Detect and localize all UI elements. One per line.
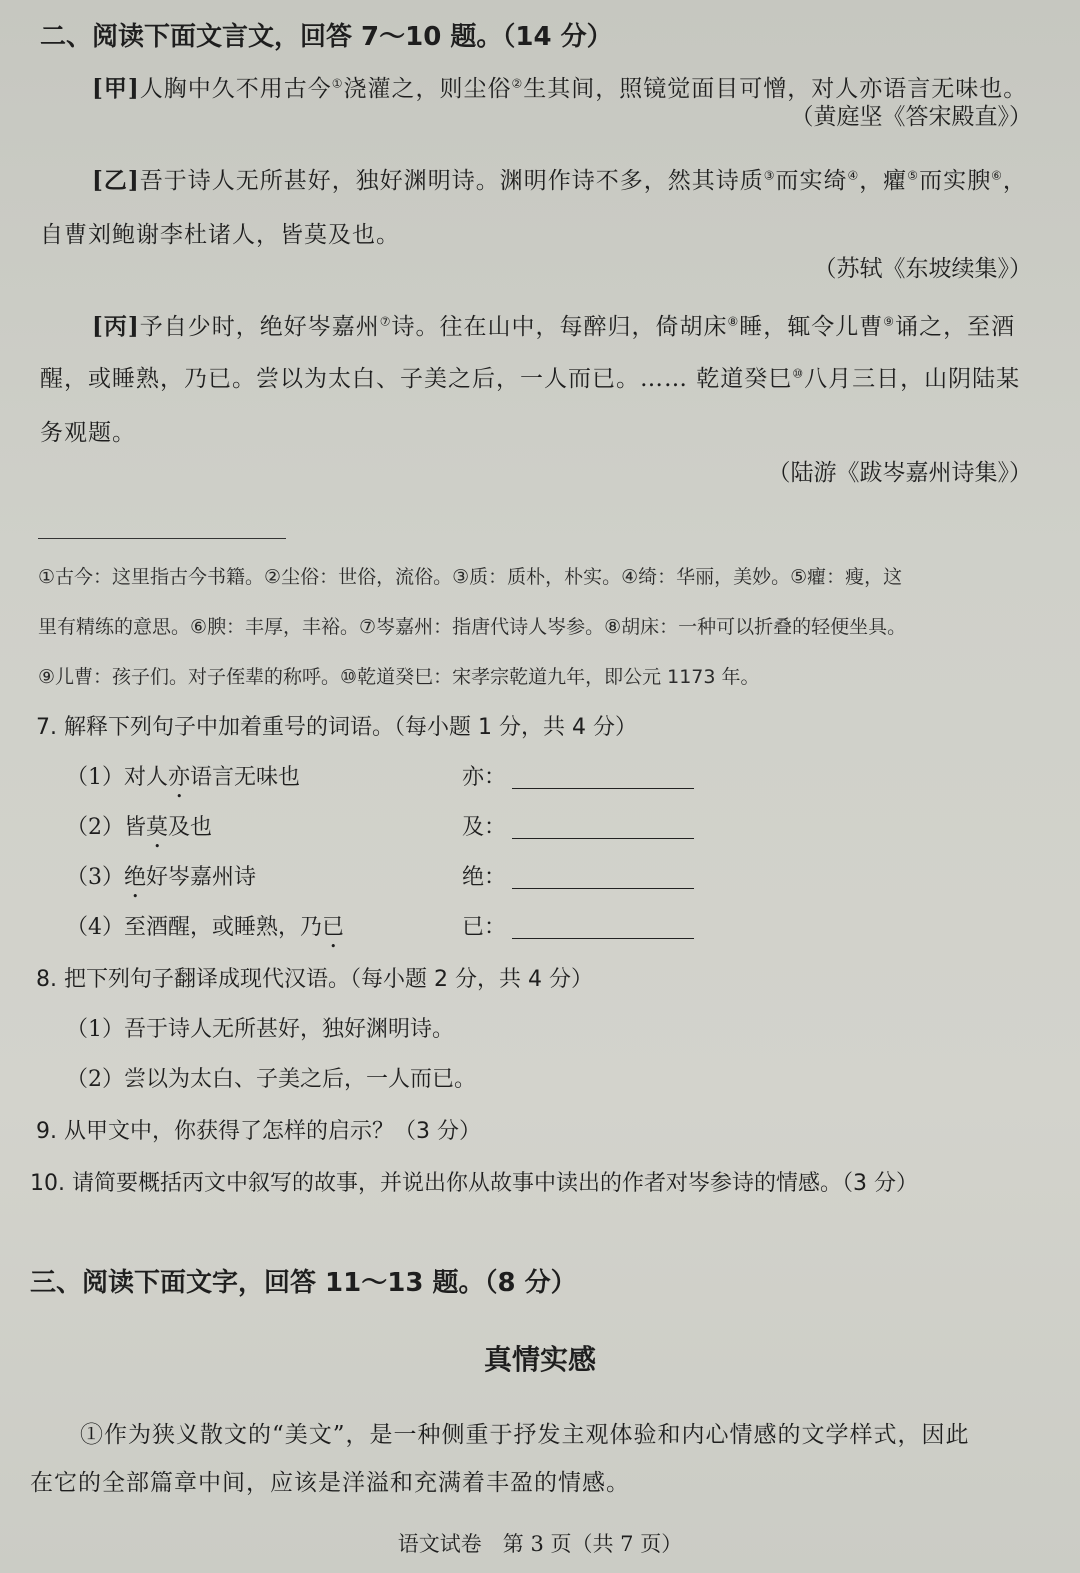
- passage-yi-line2: 自曹刘鲍谢李杜诸人，皆莫及也。: [40, 222, 400, 248]
- q8-item-2: （2）尝以为太白、子美之后，一人而已。: [66, 1067, 476, 1092]
- jia-text-c: 生其间，照镜觉面目可憎，对人亦语言无味也。: [523, 76, 1028, 102]
- passage-yi-source: （苏轼《东坡续集》）: [813, 256, 1032, 282]
- footnote-ref-5: ⑤: [907, 168, 920, 183]
- footnote-ref-9: ⑨: [883, 314, 896, 329]
- passage-yi-line1: [92, 162, 1027, 195]
- q7-item-1-label: 亦：: [462, 765, 507, 790]
- q7-item-1: [66, 760, 300, 803]
- bing-text-b: 诗。往在山中，每醉归，倚胡床: [391, 314, 728, 340]
- q7-item-3: [66, 860, 256, 903]
- passage-bing-source: （陆游《跋岑嘉州诗集》）: [767, 460, 1032, 486]
- q7-item-2-number: （2）: [66, 815, 124, 840]
- footnote-ref-1: ①: [331, 76, 344, 91]
- bing-line2-a: 醒，或睡熟，乃已。尝以为太白、子美之后，一人而已。…… 乾道癸巳: [40, 366, 793, 392]
- article-paragraph-1-line1: ①作为狭义散文的“美文”，是一种侧重于抒发主观体验和内心情感的文学样式，因此: [80, 1422, 970, 1448]
- bing-line2-b: 八月三日，山阴陆某: [804, 366, 1021, 392]
- jia-text-a: 人胸中久不用古今: [139, 76, 332, 102]
- article-title: 真情实感: [483, 1343, 596, 1376]
- section2-heading: 二、阅读下面文言文，回答 7～10 题。（14 分）: [40, 22, 613, 52]
- q7-item-3-post: 好岑嘉州诗: [146, 865, 257, 890]
- passage-bing-line3: 务观题。: [40, 420, 136, 446]
- footnote-ref-7: ⑦: [379, 314, 392, 329]
- page-footer: 语文试卷 第 3 页（共 7 页）: [397, 1532, 683, 1556]
- passage-yi-tag: [乙]: [92, 167, 140, 194]
- q7-item-3-key: 绝: [124, 865, 147, 890]
- question-8-stem: 8. 把下列句子翻译成现代汉语。（每小题 2 分，共 4 分）: [36, 967, 593, 992]
- q7-answer-blank-2[interactable]: [512, 838, 694, 839]
- question-7-stem: 7. 解释下列句子中加着重号的词语。（每小题 1 分，共 4 分）: [36, 715, 637, 740]
- q7-answer-blank-3[interactable]: [512, 888, 694, 889]
- footnote-line-1: ①古今：这里指古今书籍。②尘俗：世俗，流俗。③质：质朴，朴实。④绮：华丽，美妙。⑤癯：瘦，这: [38, 566, 903, 588]
- footnote-ref-3: ③: [763, 168, 776, 183]
- footnote-ref-8: ⑧: [727, 314, 740, 329]
- bing-text-a: 予自少时，绝好岑嘉州: [139, 314, 380, 340]
- q7-item-2-label: 及：: [462, 815, 507, 840]
- footnote-line-3: ⑨儿曹：孩子们。对子侄辈的称呼。⑩乾道癸巳：宋孝宗乾道九年，即公元 1173 年。: [38, 666, 760, 688]
- q7-item-2-pre: 皆: [124, 815, 147, 840]
- yi-text-a: 吾于诗人无所甚好，独好渊明诗。渊明作诗不多，然其诗质: [139, 168, 764, 194]
- q7-item-4-number: （4）: [66, 915, 124, 940]
- q7-item-1-post: 语言无味也: [190, 765, 301, 790]
- bing-text-d: 诵之，至酒: [895, 314, 1016, 340]
- q7-item-4-key: 已: [322, 915, 345, 940]
- question-9: 9. 从甲文中，你获得了怎样的启示？（3 分）: [36, 1119, 481, 1144]
- q7-item-2: [66, 810, 212, 853]
- q7-item-2-post: 及也: [168, 815, 213, 840]
- footnote-ref-6: ⑥: [991, 168, 1003, 183]
- passage-bing-line2: [40, 360, 1020, 393]
- footnote-line-2: 里有精练的意思。⑥腴：丰厚，丰裕。⑦岑嘉州：指唐代诗人岑参。⑧胡床：一种可以折叠的轻便坐具。: [38, 616, 907, 638]
- q7-item-2-key: 莫: [146, 815, 169, 840]
- yi-text-e: ，: [1002, 168, 1027, 194]
- footnote-ref-10: ⑩: [792, 366, 805, 381]
- q7-item-1-number: （1）: [66, 765, 124, 790]
- q7-item-1-key: 亦: [168, 765, 191, 790]
- q7-item-3-label: 绝：: [462, 865, 507, 890]
- bing-text-c: 睡，辄令儿曹: [739, 314, 884, 340]
- footnote-divider: [38, 538, 286, 539]
- article-paragraph-1-line2: 在它的全部篇章中间，应该是洋溢和充满着丰盈的情感。: [30, 1470, 630, 1496]
- yi-text-d: 而实腴: [919, 168, 992, 194]
- q8-item-1: （1）吾于诗人无所甚好，独好渊明诗。: [66, 1017, 454, 1042]
- passage-bing-line1: [92, 308, 1015, 341]
- q7-answer-blank-4[interactable]: [512, 938, 694, 939]
- jia-text-b: 浇灌之，则尘俗: [343, 76, 512, 102]
- q7-item-3-number: （3）: [66, 865, 124, 890]
- passage-jia-source: （黄庭坚《答宋殿直》）: [790, 104, 1032, 130]
- q7-answer-blank-1[interactable]: [512, 788, 694, 789]
- yi-text-b: 而实绮: [775, 168, 848, 194]
- q7-item-1-pre: 对人: [124, 765, 169, 790]
- yi-text-c: ，癯: [859, 168, 908, 194]
- passage-bing-tag: [丙]: [92, 313, 140, 340]
- q7-item-4-label: 已：: [462, 915, 507, 940]
- question-10: 10. 请简要概括丙文中叙写的故事，并说出你从故事中读出的作者对岑参诗的情感。（3 分）: [30, 1171, 918, 1196]
- passage-jia-tag: [甲]: [92, 75, 140, 102]
- section3-heading: 三、阅读下面文字，回答 11～13 题。（8 分）: [30, 1268, 577, 1298]
- q7-item-4-pre: 至酒醒，或睡熟，乃: [124, 915, 323, 940]
- q7-item-4: [66, 910, 344, 953]
- footnote-ref-4: ④: [847, 168, 860, 183]
- footnote-ref-2: ②: [511, 76, 524, 91]
